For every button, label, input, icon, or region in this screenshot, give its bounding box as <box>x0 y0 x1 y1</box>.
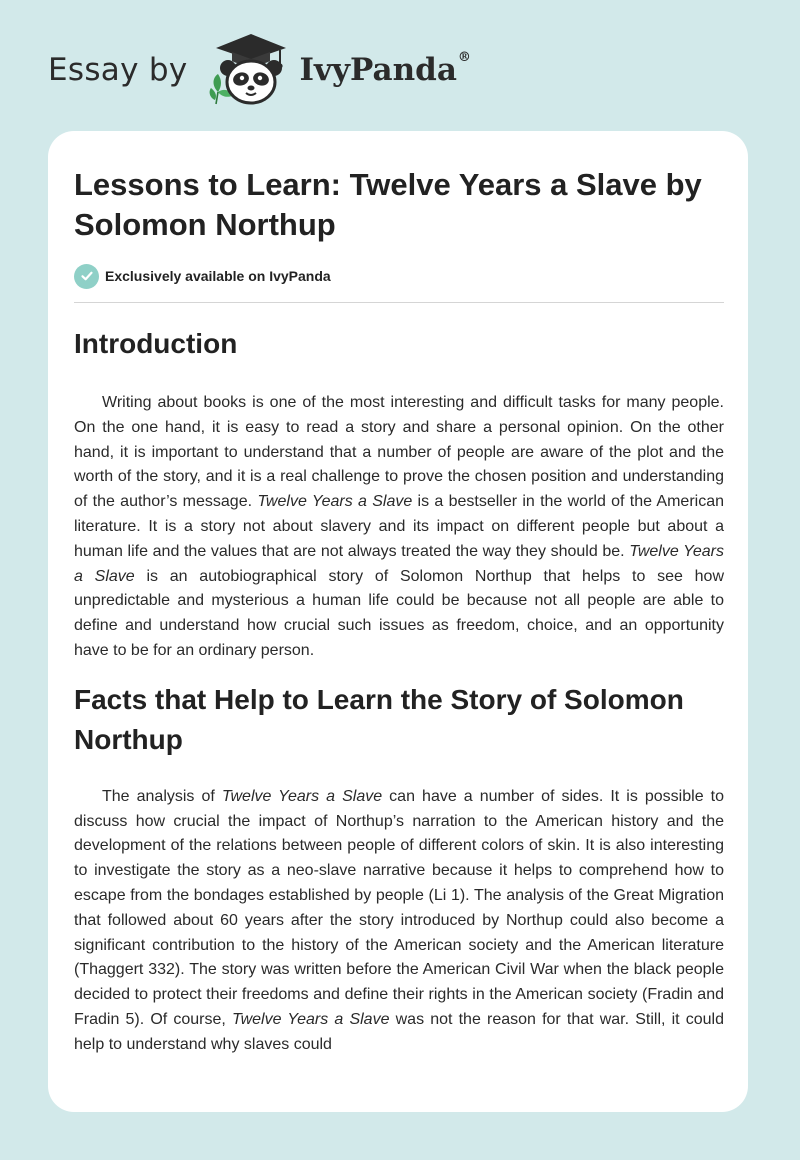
brand-name[interactable] <box>299 49 471 88</box>
paragraph-text: can have a number of sides. It is possible to discuss how crucial the impact of Northup’s narration to the American history and the development of the relations between people of different colors of skin. It is also interesting to investigate the story as a neo-slave narrative because it helps to comprehend how to escape from the bondages established by people (Li 1). The analysis of the Great Migration that followed about 60 years after the story introduced by Northup could also become a significant contribution to the history of the American society and the American literature (Thaggert 332). The story was written before the American Civil War when the black people decided to protect their freedoms and define their rights in the American society (Fradin and Fradin 5). Of course, <box>74 787 724 1028</box>
essay-title: Lessons to Learn: Twelve Years a Slave by Solomon Northup <box>74 167 702 242</box>
paragraph-text: is a bestseller in the world of the American literature. It is a story not about slavery and its impact on different people but about a human life and the values that are not always treated the way they should be. <box>74 493 724 560</box>
section-heading-facts: Facts that Help to Learn the Story of Solomon Northup <box>74 683 684 755</box>
essay-by-label: Essay by <box>48 51 188 88</box>
exclusive-label: Exclusively available on IvyPanda <box>105 268 331 284</box>
panda-logo-icon[interactable] <box>206 30 296 110</box>
book-title: Twelve Years a Slave <box>74 542 725 585</box>
essay-card <box>48 131 748 1112</box>
title-divider <box>74 302 724 303</box>
book-title: Twelve Years a Slave <box>231 1010 390 1028</box>
book-title: Twelve Years a Slave <box>221 787 383 805</box>
check-circle-icon <box>74 264 99 289</box>
paragraph-text: Writing about books is one of the most interesting and difficult tasks for many people. On the one hand, it is easy to read a story and share a personal opinion. On the other hand, it is important to understand that a number of people are aware of the plot and the worth of the story, and it is a real challenge to prove the chosen position and understanding of the author’s message. <box>74 394 724 511</box>
paragraph-introduction <box>74 391 724 664</box>
site-header <box>48 30 471 110</box>
section-heading-introduction: Introduction <box>74 328 238 359</box>
brand-text: IvyPanda <box>299 51 457 88</box>
registered-mark: ® <box>457 49 471 65</box>
paragraph-facts <box>74 785 724 1058</box>
exclusive-badge <box>74 263 724 289</box>
essay-content <box>74 165 724 1058</box>
paragraph-text: was not the reason for that war. Still, it could help to understand why slaves could <box>74 1010 724 1053</box>
paragraph-text: is an autobiographical story of Solomon Northup that helps to see how unpredictable and mysterious a human life could be because not all people are able to define and understand how crucial such issues as freedom, choice, and an opportunity have to be for an ordinary person. <box>74 567 724 659</box>
book-title: Twelve Years a Slave <box>257 493 413 511</box>
paragraph-text: The analysis of <box>102 787 222 805</box>
